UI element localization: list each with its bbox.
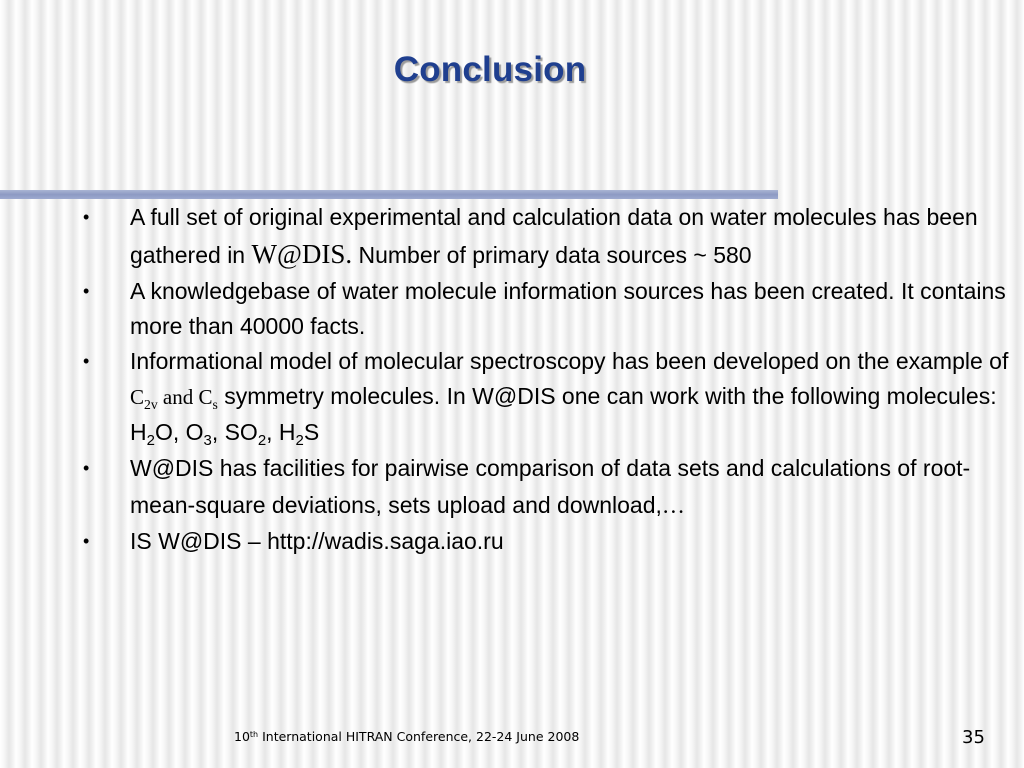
bullet-marker: • [83, 281, 90, 301]
bullet-text: O, O [154, 419, 204, 445]
wadis-brand-text: W@DIS. [251, 239, 353, 269]
slide-title: Conclusion [393, 50, 587, 89]
symmetry-subscript: s [212, 396, 218, 412]
footer-ordinal-suffix: th [249, 730, 259, 739]
bullet-text: W@DIS has facilities for pairwise comparison of data sets and calculations of root-mean-square deviations, sets upload and download, [130, 455, 971, 518]
bullet-item-data-collection [0, 199, 1024, 274]
bullet-item-knowledgebase [0, 274, 1024, 344]
bullet-item-informational-model [0, 344, 1024, 450]
conclusion-bullet-list [0, 199, 1024, 559]
symmetry-and: and [157, 385, 199, 409]
bullet-text: IS W@DIS – http://wadis.saga.iao.ru [130, 528, 504, 554]
bullet-text: , H [266, 419, 296, 445]
ellipsis: … [661, 493, 685, 518]
bullet-marker: • [83, 531, 90, 551]
formula-subscript: 2 [295, 432, 304, 450]
bullet-text: S [303, 419, 320, 445]
footer-ordinal-number: 10 [234, 729, 250, 744]
footer-text: International HITRAN Conference, 22-24 June 2008 [258, 729, 580, 744]
page-number: 35 [962, 727, 985, 748]
bullet-marker: • [83, 458, 90, 478]
bullet-text: symmetry molecules. In W@DIS one can work with the following molecules: H [130, 383, 997, 445]
formula-subscript: 2 [257, 432, 267, 450]
symmetry-letter: C [198, 385, 213, 409]
footer-conference [234, 729, 579, 744]
formula-subscript: 3 [203, 432, 212, 450]
bullet-text: Number of primary data sources ~ 580 [352, 242, 752, 268]
symmetry-subscript: 2v [144, 396, 158, 412]
bullet-item-facilities [0, 450, 1024, 524]
title-divider-bar [0, 190, 778, 199]
bullet-text: A knowledgebase of water molecule information sources has been created. It contains more than 40000 facts. [130, 278, 1006, 339]
bullet-text: A full set of original experimental and calculation data on water molecules has been gathered in [130, 204, 978, 268]
bullet-marker: • [83, 207, 90, 227]
bullet-marker: • [83, 351, 90, 371]
bullet-text: , SO [211, 419, 258, 445]
formula-subscript: 2 [146, 432, 155, 450]
symmetry-c2v [130, 385, 218, 412]
bullet-item-url [0, 524, 1024, 559]
symmetry-letter: C [130, 385, 145, 409]
bullet-text: Informational model of molecular spectroscopy has been developed on the example of [130, 348, 1009, 374]
